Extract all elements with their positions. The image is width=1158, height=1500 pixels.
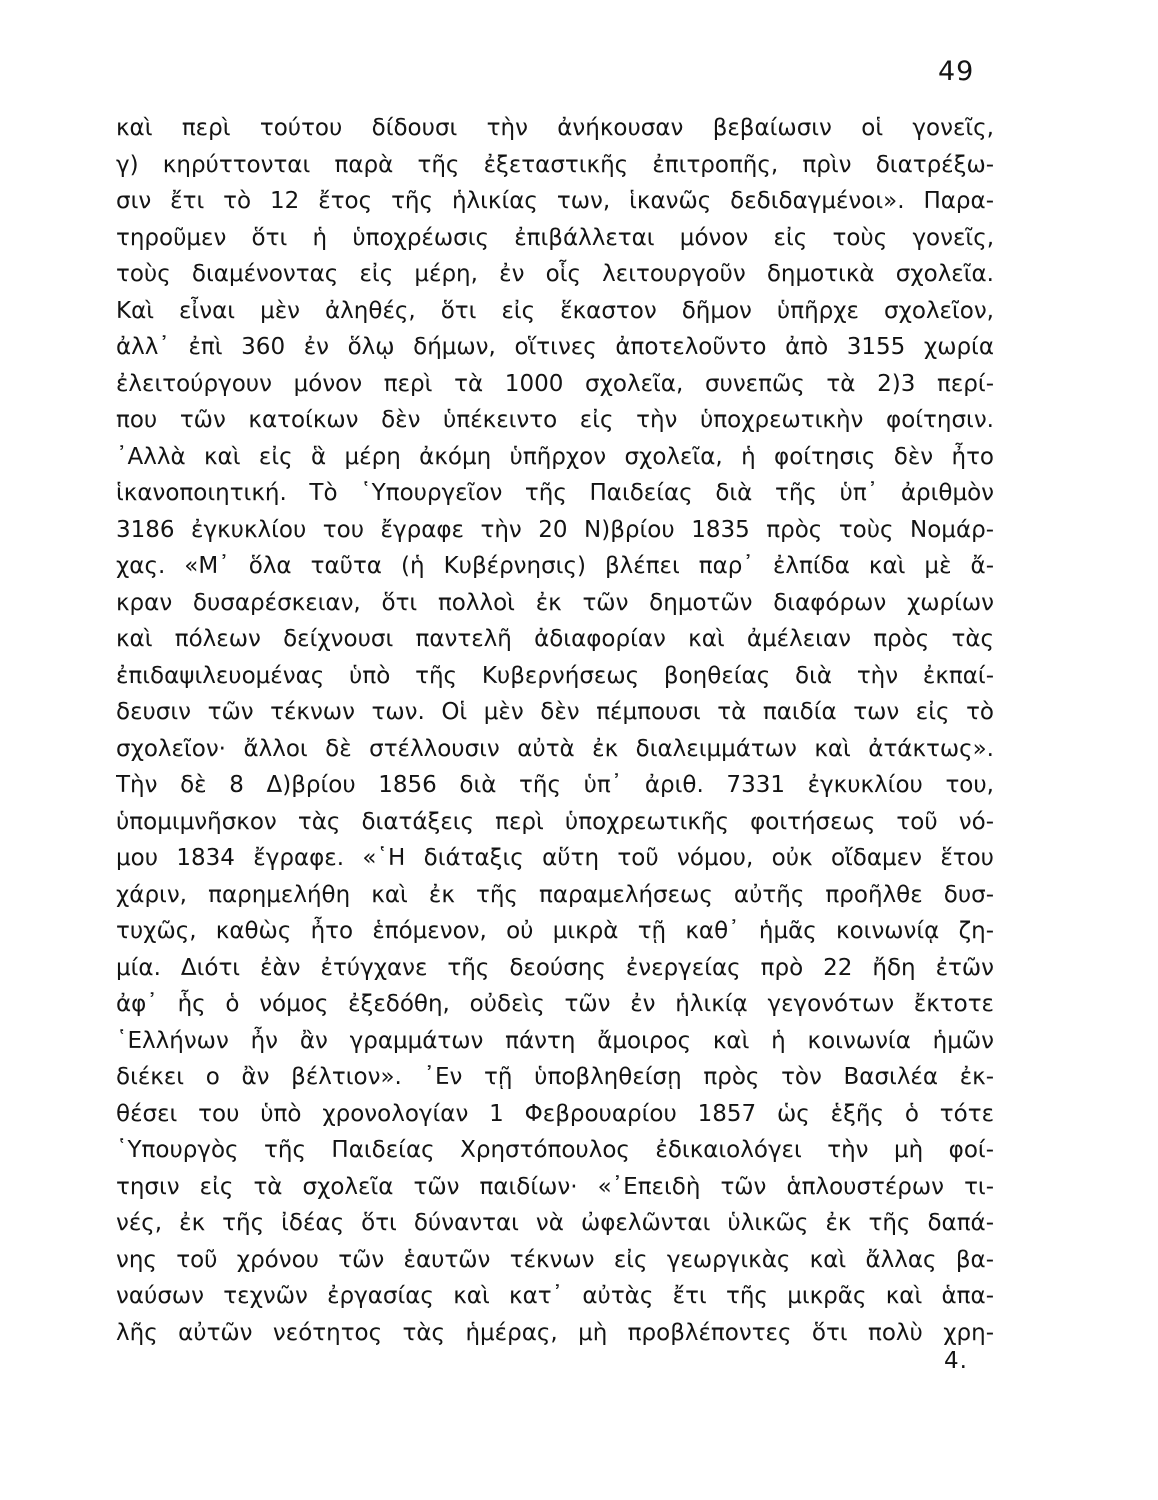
text-line: Καὶ εἶναι μὲν ἀληθές, ὅτι εἰς ἕκαστον δῆμον ὑπῆρχε σχολεῖον, [116,297,994,324]
text-line: τυχῶς, καθὼς ἦτο ἑπόμενον, οὐ μικρὰ τῇ καθ᾽ ἡμᾶς κοινωνίᾳ ζη- [116,918,994,944]
text-line: τοὺς διαμένοντας εἰς μέρη, ἐν οἷς λειτουργοῦν δημοτικὰ σχολεῖα. [116,261,994,287]
text-line: 3186 ἐγκυκλίου του ἔγραφε τὴν 20 Ν)βρίου 1835 πρὸς τοὺς Νομάρ- [116,516,994,543]
text-line: σιν ἔτι τὸ 12 ἔτος τῆς ἡλικίας των, ἱκανῶς δεδιδαγμένοι». Παρα- [116,188,994,214]
text-line: ἐλειτούργουν μόνον περὶ τὰ 1000 σχολεῖα, συνεπῶς τὰ 2)3 περί- [116,370,994,397]
page-number: 49 [938,56,975,87]
text-line: νές, ἐκ τῆς ἰδέας ὅτι δύνανται νὰ ὠφελῶνται ὑλικῶς ἐκ τῆς δαπά- [116,1210,994,1236]
text-line: δευσιν τῶν τέκνων των. Οἱ μὲν δὲν πέμπουσι τὰ παιδία των εἰς τὸ [116,699,994,725]
body-text [116,110,994,1351]
text-line: λῆς αὐτῶν νεότητος τὰς ἡμέρας, μὴ προβλέποντες ὅτι πολὺ χρη- [116,1319,994,1346]
text-line: καὶ πόλεων δείχνουσι παντελῆ ἀδιαφορίαν καὶ ἀμέλειαν πρὸς τὰς [116,626,994,652]
text-line: καὶ περὶ τούτου δίδουσι τὴν ἀνήκουσαν βεβαίωσιν οἱ γονεῖς, [116,115,994,141]
text-line: ἀλλ᾽ ἐπὶ 360 ἐν ὅλῳ δήμων, οἵτινες ἀποτελοῦντο ἀπὸ 3155 χωρία [116,334,994,360]
text-line: θέσει του ὑπὸ χρονολογίαν 1 Φεβρουαρίου 1857 ὡς ἑξῆς ὁ τότε [116,1100,994,1127]
text-line: που τῶν κατοίκων δὲν ὑπέκειντο εἰς τὴν ὑποχρεωτικὴν φοίτησιν. [116,407,994,433]
text-line: ἐπιδαψιλευομένας ὑπὸ τῆς Κυβερνήσεως βοηθείας διὰ τὴν ἐκπαί- [116,662,994,689]
text-line: μία. Διότι ἐὰν ἐτύγχανε τῆς δεούσης ἐνεργείας πρὸ 22 ἤδη ἐτῶν [116,954,994,981]
signature-mark: 4. [944,1348,968,1374]
text-line: ἀφ᾽ ἧς ὁ νόμος ἐξεδόθη, οὐδεὶς τῶν ἐν ἡλικίᾳ γεγονότων ἔκτοτε [116,991,994,1017]
text-line: νης τοῦ χρόνου τῶν ἑαυτῶν τέκνων εἰς γεωργικὰς καὶ ἄλλας βα- [116,1246,994,1273]
text-line: ὑπομιμνῆσκον τὰς διατάξεις περὶ ὑποχρεωτικῆς φοιτήσεως τοῦ νό- [116,808,994,835]
text-line: ἱκανοποιητική. Τὸ ῾Υπουργεῖον τῆς Παιδείας διὰ τῆς ὑπ᾽ ἀριθμὸν [116,480,994,506]
text-line: ῾Ελλήνων ἦν ἂν γραμμάτων πάντη ἄμοιρος καὶ ἡ κοινωνία ἡμῶν [116,1027,994,1054]
text-line: ῾Υπουργὸς τῆς Παιδείας Χρηστόπουλος ἐδικαιολόγει τὴν μὴ φοί- [116,1137,994,1163]
text-line: μου 1834 ἔγραφε. «῾Η διάταξις αὕτη τοῦ νόμου, οὐκ οἴδαμεν ἕτου [116,845,994,871]
text-line: ᾽Αλλὰ καὶ εἰς ἃ μέρη ἀκόμη ὑπῆρχον σχολεῖα, ἡ φοίτησις δὲν ἦτο [116,443,994,470]
text-line: χάριν, παρημελήθη καὶ ἐκ τῆς παραμελήσεως αὐτῆς προῆλθε δυσ- [116,881,994,908]
text-line: διέκει ο ἂν βέλτιον». ᾽Εν τῇ ὑποβληθείσῃ πρὸς τὸν Βασιλέα ἐκ- [116,1064,994,1090]
text-line: γ) κηρύττονται παρὰ τῆς ἐξεταστικῆς ἐπιτροπῆς, πρὶν διατρέξω- [116,151,994,178]
text-line: κραν δυσαρέσκειαν, ὅτι πολλοὶ ἐκ τῶν δημοτῶν διαφόρων χωρίων [116,589,994,616]
text-line: ναύσων τεχνῶν ἐργασίας καὶ κατ᾽ αὐτὰς ἔτι τῆς μικρᾶς καὶ ἁπα- [116,1283,994,1309]
text-line: χας. «Μ᾽ ὅλα ταῦτα (ἡ Κυβέρνησις) βλέπει παρ᾽ ἐλπίδα καὶ μὲ ἄ- [116,553,994,579]
text-line: Τὴν δὲ 8 Δ)βρίου 1856 διὰ τῆς ὑπ᾽ ἀριθ. 7331 ἐγκυκλίου του, [116,772,994,798]
text-line: τηροῦμεν ὅτι ἡ ὑποχρέωσις ἐπιβάλλεται μόνον εἰς τοὺς γονεῖς, [116,224,994,251]
text-line: σχολεῖον· ἄλλοι δὲ στέλλουσιν αὐτὰ ἐκ διαλειμμάτων καὶ ἀτάκτως». [116,735,994,762]
text-line: τησιν εἰς τὰ σχολεῖα τῶν παιδίων· «᾽Επειδὴ τῶν ἁπλουστέρων τι- [116,1173,994,1200]
